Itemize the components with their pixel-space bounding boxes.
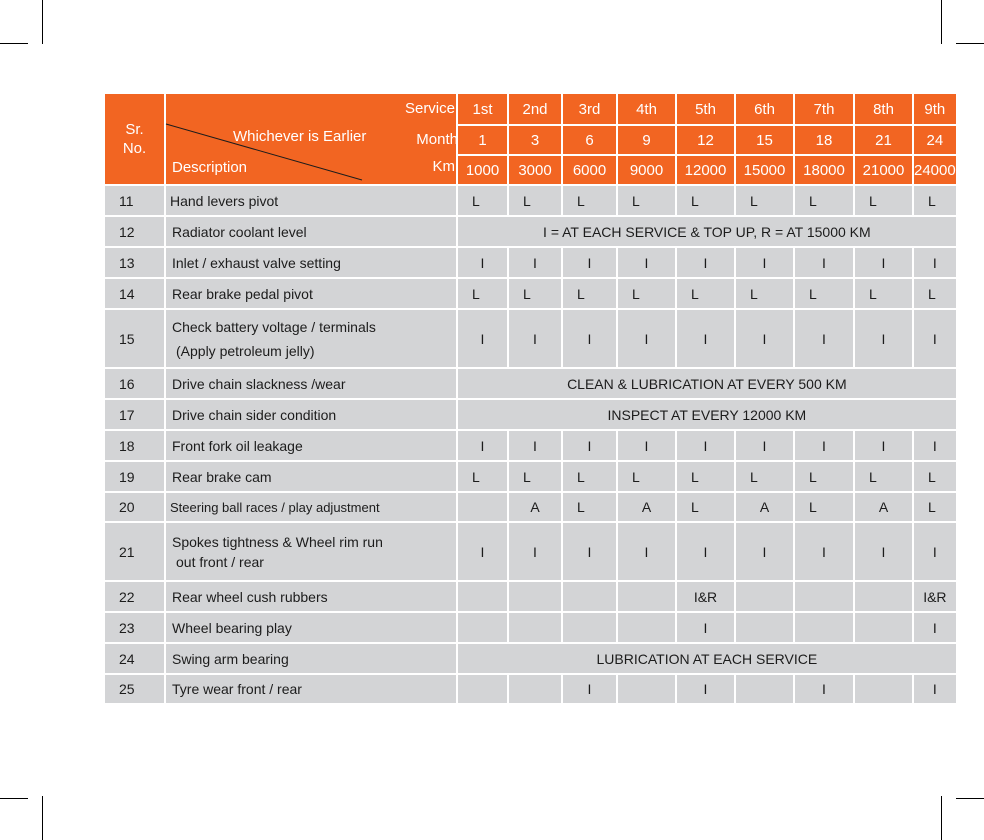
schedule-cell: I — [914, 248, 956, 277]
km-header-cell: 24000 — [914, 156, 956, 184]
span-note-cell: CLEAN & LUBRICATION AT EVERY 500 KM — [458, 369, 956, 398]
schedule-cell: L — [736, 279, 793, 308]
schedule-cell: I — [795, 431, 853, 460]
service-header-cell: 9th — [914, 94, 956, 124]
schedule-cell — [458, 493, 507, 521]
schedule-cell: I — [855, 523, 912, 580]
sr-no-cell: 20 — [105, 493, 164, 521]
service-header-cell: 4th — [618, 94, 675, 124]
month-header-cell: 3 — [509, 126, 561, 154]
schedule-cell: L — [795, 186, 853, 215]
sr-no-cell: 15 — [105, 310, 164, 367]
schedule-cell: I — [795, 675, 853, 703]
description-line1: Check battery voltage / terminals — [172, 318, 376, 335]
schedule-cell: L — [677, 493, 734, 521]
sr-no-cell: 18 — [105, 431, 164, 460]
schedule-cell: L — [914, 279, 956, 308]
span-note-cell: I = AT EACH SERVICE & TOP UP, R = AT 15000 KM — [458, 217, 956, 246]
sr-no-header-line1: Sr. — [125, 121, 144, 138]
schedule-cell — [509, 582, 561, 611]
service-header-cell: 7th — [795, 94, 853, 124]
km-header-cell: 18000 — [795, 156, 853, 184]
schedule-cell: I — [914, 675, 956, 703]
crop-mark — [956, 43, 984, 44]
sr-no-header-line2: No. — [122, 140, 147, 157]
description-cell: Rear brake pedal pivot — [166, 279, 456, 308]
schedule-cell — [795, 582, 853, 611]
schedule-cell: I — [914, 613, 956, 642]
description-cell — [166, 523, 456, 580]
maintenance-schedule-table — [105, 94, 956, 697]
description-cell: Swing arm bearing — [166, 644, 456, 673]
description-header — [166, 94, 456, 184]
schedule-cell: I — [509, 310, 561, 367]
schedule-cell: L — [855, 279, 912, 308]
schedule-cell: I — [677, 613, 734, 642]
month-header-cell: 24 — [914, 126, 956, 154]
service-label: Service — [404, 100, 455, 117]
schedule-cell: I — [914, 523, 956, 580]
schedule-cell: I — [855, 431, 912, 460]
description-cell: Inlet / exhaust valve setting — [166, 248, 456, 277]
schedule-cell: I — [618, 431, 675, 460]
sr-no-cell: 24 — [105, 644, 164, 673]
crop-mark — [0, 798, 28, 799]
schedule-cell — [795, 613, 853, 642]
month-label: Month — [416, 131, 458, 148]
sr-no-cell: 22 — [105, 582, 164, 611]
schedule-cell: I — [563, 675, 616, 703]
schedule-cell: I — [677, 248, 734, 277]
schedule-cell: L — [855, 186, 912, 215]
sr-no-cell: 25 — [105, 675, 164, 703]
service-header-cell: 1st — [458, 94, 507, 124]
schedule-cell — [509, 613, 561, 642]
schedule-cell: L — [509, 186, 561, 215]
schedule-cell: I — [736, 431, 793, 460]
service-header-cell: 6th — [736, 94, 793, 124]
schedule-cell: I — [563, 523, 616, 580]
schedule-cell: L — [563, 186, 616, 215]
service-header-cell: 2nd — [509, 94, 561, 124]
description-cell: Drive chain sider condition — [166, 400, 456, 429]
schedule-cell: L — [618, 279, 675, 308]
schedule-cell: L — [795, 493, 853, 521]
schedule-cell: I — [736, 310, 793, 367]
description-cell: Radiator coolant level — [166, 217, 456, 246]
schedule-cell — [458, 675, 507, 703]
month-header-cell: 18 — [795, 126, 853, 154]
sr-no-cell: 21 — [105, 523, 164, 580]
sr-no-cell: 11 — [105, 186, 164, 215]
schedule-cell: L — [458, 462, 507, 491]
schedule-cell: L — [509, 279, 561, 308]
km-label: Km — [432, 158, 455, 175]
schedule-cell: I — [677, 431, 734, 460]
schedule-cell — [563, 582, 616, 611]
schedule-cell: I — [855, 248, 912, 277]
schedule-cell: I — [677, 310, 734, 367]
schedule-cell: I — [509, 523, 561, 580]
schedule-cell: I — [618, 310, 675, 367]
schedule-cell: I — [795, 248, 853, 277]
km-header-cell: 15000 — [736, 156, 793, 184]
schedule-cell — [736, 582, 793, 611]
schedule-cell: I — [795, 310, 853, 367]
month-header-cell: 1 — [458, 126, 507, 154]
schedule-cell — [736, 675, 793, 703]
schedule-cell — [855, 675, 912, 703]
schedule-cell: L — [914, 493, 956, 521]
month-header-cell: 21 — [855, 126, 912, 154]
schedule-cell: L — [458, 186, 507, 215]
description-cell: Steering ball races / play adjustment — [166, 493, 456, 521]
description-label: Description — [172, 159, 248, 176]
km-header-cell: 6000 — [563, 156, 616, 184]
description-cell: Hand levers pivot — [166, 186, 456, 215]
schedule-cell: L — [563, 462, 616, 491]
sr-no-header — [105, 94, 164, 184]
sr-no-cell: 16 — [105, 369, 164, 398]
schedule-cell — [855, 613, 912, 642]
description-cell — [166, 310, 456, 367]
crop-mark — [42, 0, 43, 44]
km-header-cell: 3000 — [509, 156, 561, 184]
sr-no-cell: 17 — [105, 400, 164, 429]
service-header-cell: 3rd — [563, 94, 616, 124]
schedule-cell: I — [677, 523, 734, 580]
sr-no-cell: 19 — [105, 462, 164, 491]
description-cell: Front fork oil leakage — [166, 431, 456, 460]
sr-no-cell: 23 — [105, 613, 164, 642]
schedule-cell — [618, 675, 675, 703]
schedule-cell: I — [563, 248, 616, 277]
schedule-cell: L — [677, 186, 734, 215]
span-note-cell: INSPECT AT EVERY 12000 KM — [458, 400, 956, 429]
schedule-cell: I — [618, 248, 675, 277]
schedule-cell: I — [509, 248, 561, 277]
schedule-cell: L — [563, 493, 616, 521]
schedule-cell — [563, 613, 616, 642]
schedule-cell: I — [458, 310, 507, 367]
schedule-cell: I — [458, 523, 507, 580]
schedule-cell: A — [736, 493, 793, 521]
crop-mark — [941, 796, 942, 840]
schedule-cell — [618, 613, 675, 642]
schedule-cell — [855, 582, 912, 611]
schedule-cell: I — [563, 310, 616, 367]
schedule-cell: I — [677, 675, 734, 703]
schedule-cell: I — [509, 431, 561, 460]
description-cell: Drive chain slackness /wear — [166, 369, 456, 398]
whichever-earlier-label: Whichever is Earlier — [233, 128, 367, 145]
sr-no-cell: 14 — [105, 279, 164, 308]
schedule-cell: I — [914, 310, 956, 367]
description-cell: Tyre wear front / rear — [166, 675, 456, 703]
month-header-cell: 12 — [677, 126, 734, 154]
schedule-cell — [458, 613, 507, 642]
schedule-cell: I — [736, 523, 793, 580]
schedule-cell: I&R — [677, 582, 734, 611]
schedule-cell: I — [458, 248, 507, 277]
description-cell: Wheel bearing play — [166, 613, 456, 642]
crop-mark — [956, 798, 984, 799]
km-header-cell: 21000 — [855, 156, 912, 184]
schedule-cell: L — [736, 462, 793, 491]
schedule-cell: A — [855, 493, 912, 521]
schedule-cell: I — [736, 248, 793, 277]
sr-no-cell: 13 — [105, 248, 164, 277]
sr-no-cell: 12 — [105, 217, 164, 246]
schedule-cell: L — [914, 462, 956, 491]
schedule-cell: I — [914, 431, 956, 460]
description-line2: out front / rear — [176, 553, 264, 570]
description-cell: Rear brake cam — [166, 462, 456, 491]
schedule-cell: L — [618, 186, 675, 215]
km-header-cell: 1000 — [458, 156, 507, 184]
crop-mark — [941, 0, 942, 44]
service-header-cell: 5th — [677, 94, 734, 124]
schedule-cell: I — [855, 310, 912, 367]
schedule-cell: I — [563, 431, 616, 460]
km-header-cell: 9000 — [618, 156, 675, 184]
description-line1: Spokes tightness & Wheel rim run — [172, 533, 383, 550]
service-header-cell: 8th — [855, 94, 912, 124]
schedule-cell: L — [509, 462, 561, 491]
schedule-cell: L — [914, 186, 956, 215]
schedule-cell: L — [563, 279, 616, 308]
schedule-cell: I&R — [914, 582, 956, 611]
schedule-cell: L — [618, 462, 675, 491]
crop-mark — [42, 796, 43, 840]
description-cell: Rear wheel cush rubbers — [166, 582, 456, 611]
schedule-cell: I — [795, 523, 853, 580]
schedule-cell: L — [677, 462, 734, 491]
span-note-cell: LUBRICATION AT EACH SERVICE — [458, 644, 956, 673]
schedule-cell: L — [855, 462, 912, 491]
crop-mark — [0, 43, 28, 44]
schedule-cell — [618, 582, 675, 611]
schedule-cell: L — [677, 279, 734, 308]
month-header-cell: 9 — [618, 126, 675, 154]
schedule-cell: L — [795, 462, 853, 491]
schedule-cell: I — [458, 431, 507, 460]
km-header-cell: 12000 — [677, 156, 734, 184]
month-header-cell: 6 — [563, 126, 616, 154]
schedule-cell: L — [458, 279, 507, 308]
schedule-cell: I — [618, 523, 675, 580]
schedule-cell: A — [509, 493, 561, 521]
schedule-cell: A — [618, 493, 675, 521]
schedule-cell — [736, 613, 793, 642]
description-line2: (Apply petroleum jelly) — [176, 342, 315, 359]
schedule-cell — [509, 675, 561, 703]
schedule-cell — [458, 582, 507, 611]
schedule-cell: L — [795, 279, 853, 308]
month-header-cell: 15 — [736, 126, 793, 154]
schedule-cell: L — [736, 186, 793, 215]
